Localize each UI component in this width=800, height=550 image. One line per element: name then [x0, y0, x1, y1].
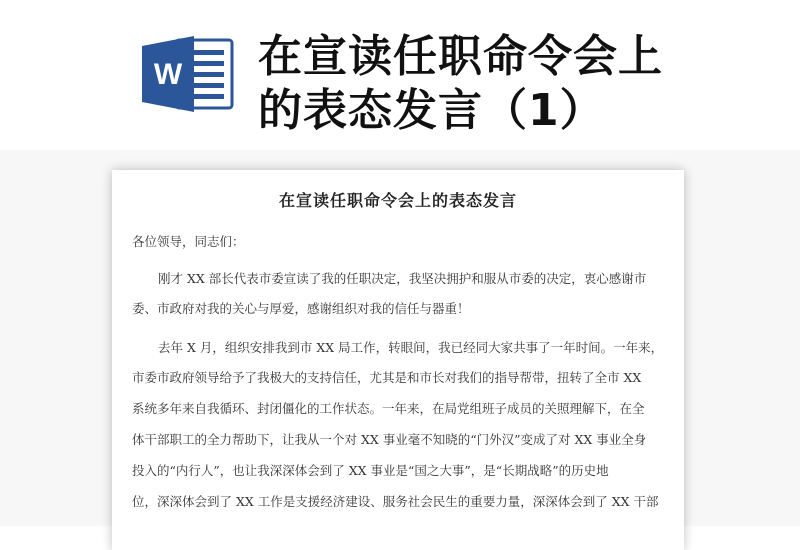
salutation: 各位领导，同志们： [132, 234, 245, 249]
header-banner [0, 0, 800, 160]
paragraph-line: 投入的“内行人”，也让我深深体会到了 XX 事业是“国之大事”，是“长期战略”的历史地 [132, 463, 609, 478]
paragraph-line: 刚才 XX 部长代表市委宣读了我的任职决定，我坚决拥护和服从市委的决定，衷心感谢市 [158, 271, 647, 286]
paragraph-line: 体干部职工的全力帮助下，让我从一个对 XX 事业毫不知晓的“门外汉”变成了对 XX 事业全身 [132, 432, 647, 447]
word-document-icon [140, 34, 236, 114]
header-title-line-1: 在宣读任职命令会上 [258, 31, 663, 82]
header-title [258, 30, 778, 138]
paragraph-line: 系统多年来自我循环、封闭僵化的工作状态。一年来，在局党组班子成员的关照理解下，在全 [132, 401, 645, 416]
header-title-line-2: 的表态发言（1） [258, 85, 605, 136]
paragraph-line: 市委市政府领导给予了我极大的支持信任，尤其是和市长对我们的指导帮带，扭转了全市 XX [132, 370, 642, 385]
document-page [112, 170, 684, 550]
paragraph-line: 委、市政府对我的关心与厚爱，感谢组织对我的信任与器重！ [132, 301, 470, 316]
paragraph-line: 位，深深体会到了 XX 工作是支援经济建设、服务社会民生的重要力量，深深体会到了 XX 干部 [132, 494, 659, 509]
logo-letter: W [153, 58, 183, 91]
document-title: 在宣读任职命令会上的表态发言 [278, 191, 517, 210]
paragraph-line: 去年 X 月，组织安排我到市 XX 局工作，转眼间，我已经同大家共事了一年时间。一年来， [158, 340, 664, 355]
